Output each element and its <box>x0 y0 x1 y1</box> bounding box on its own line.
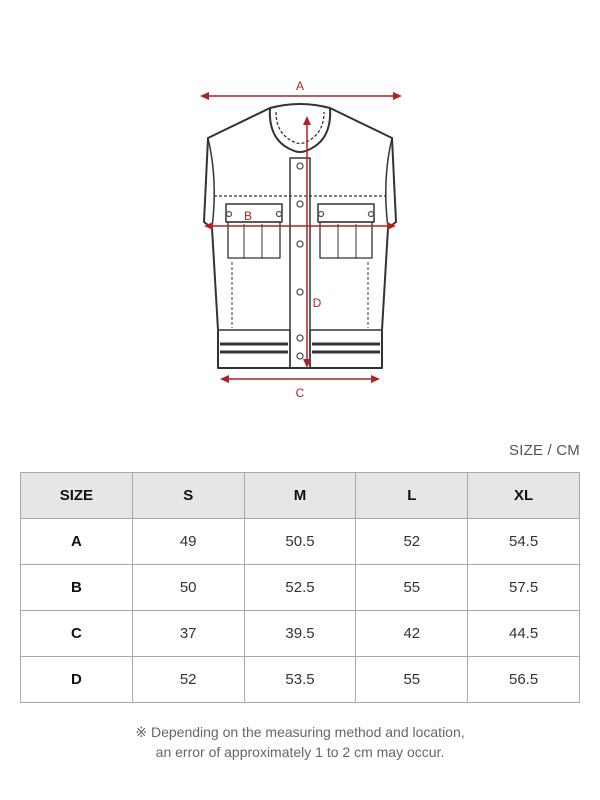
measurement-note-line-2: an error of approximately 1 to 2 cm may occur. <box>155 744 445 760</box>
table-cell: 44.5 <box>468 611 580 657</box>
table-cell: 52 <box>356 519 468 565</box>
header-m: M <box>244 473 356 519</box>
header-s: S <box>132 473 244 519</box>
table-cell: 53.5 <box>244 657 356 703</box>
unit-label: SIZE / CM <box>509 442 580 459</box>
label-c: C <box>295 386 305 400</box>
size-chart-table <box>20 472 580 703</box>
label-b: B <box>243 209 253 223</box>
header-xl: XL <box>468 473 580 519</box>
table-cell: 55 <box>356 657 468 703</box>
table-cell: 39.5 <box>244 611 356 657</box>
header-size: SIZE <box>21 473 133 519</box>
table-cell: 37 <box>132 611 244 657</box>
label-d: D <box>312 296 322 310</box>
table-cell: 52.5 <box>244 565 356 611</box>
row-label: C <box>21 611 133 657</box>
table-cell: 57.5 <box>468 565 580 611</box>
vest-body <box>204 104 396 368</box>
table-cell: 56.5 <box>468 657 580 703</box>
table-cell: 55 <box>356 565 468 611</box>
header-l: L <box>356 473 468 519</box>
table-row <box>21 565 580 611</box>
table-row <box>21 657 580 703</box>
table-row <box>21 519 580 565</box>
table-cell: 50 <box>132 565 244 611</box>
measurement-note-line-1: ※ Depending on the measuring method and location, <box>135 724 465 740</box>
table-cell: 49 <box>132 519 244 565</box>
label-a: A <box>295 79 305 93</box>
table-cell: 52 <box>132 657 244 703</box>
table-cell: 54.5 <box>468 519 580 565</box>
table-cell: 50.5 <box>244 519 356 565</box>
row-label: D <box>21 657 133 703</box>
table-row <box>21 611 580 657</box>
table-header-row <box>21 473 580 519</box>
row-label: B <box>21 565 133 611</box>
row-label: A <box>21 519 133 565</box>
table-cell: 42 <box>356 611 468 657</box>
